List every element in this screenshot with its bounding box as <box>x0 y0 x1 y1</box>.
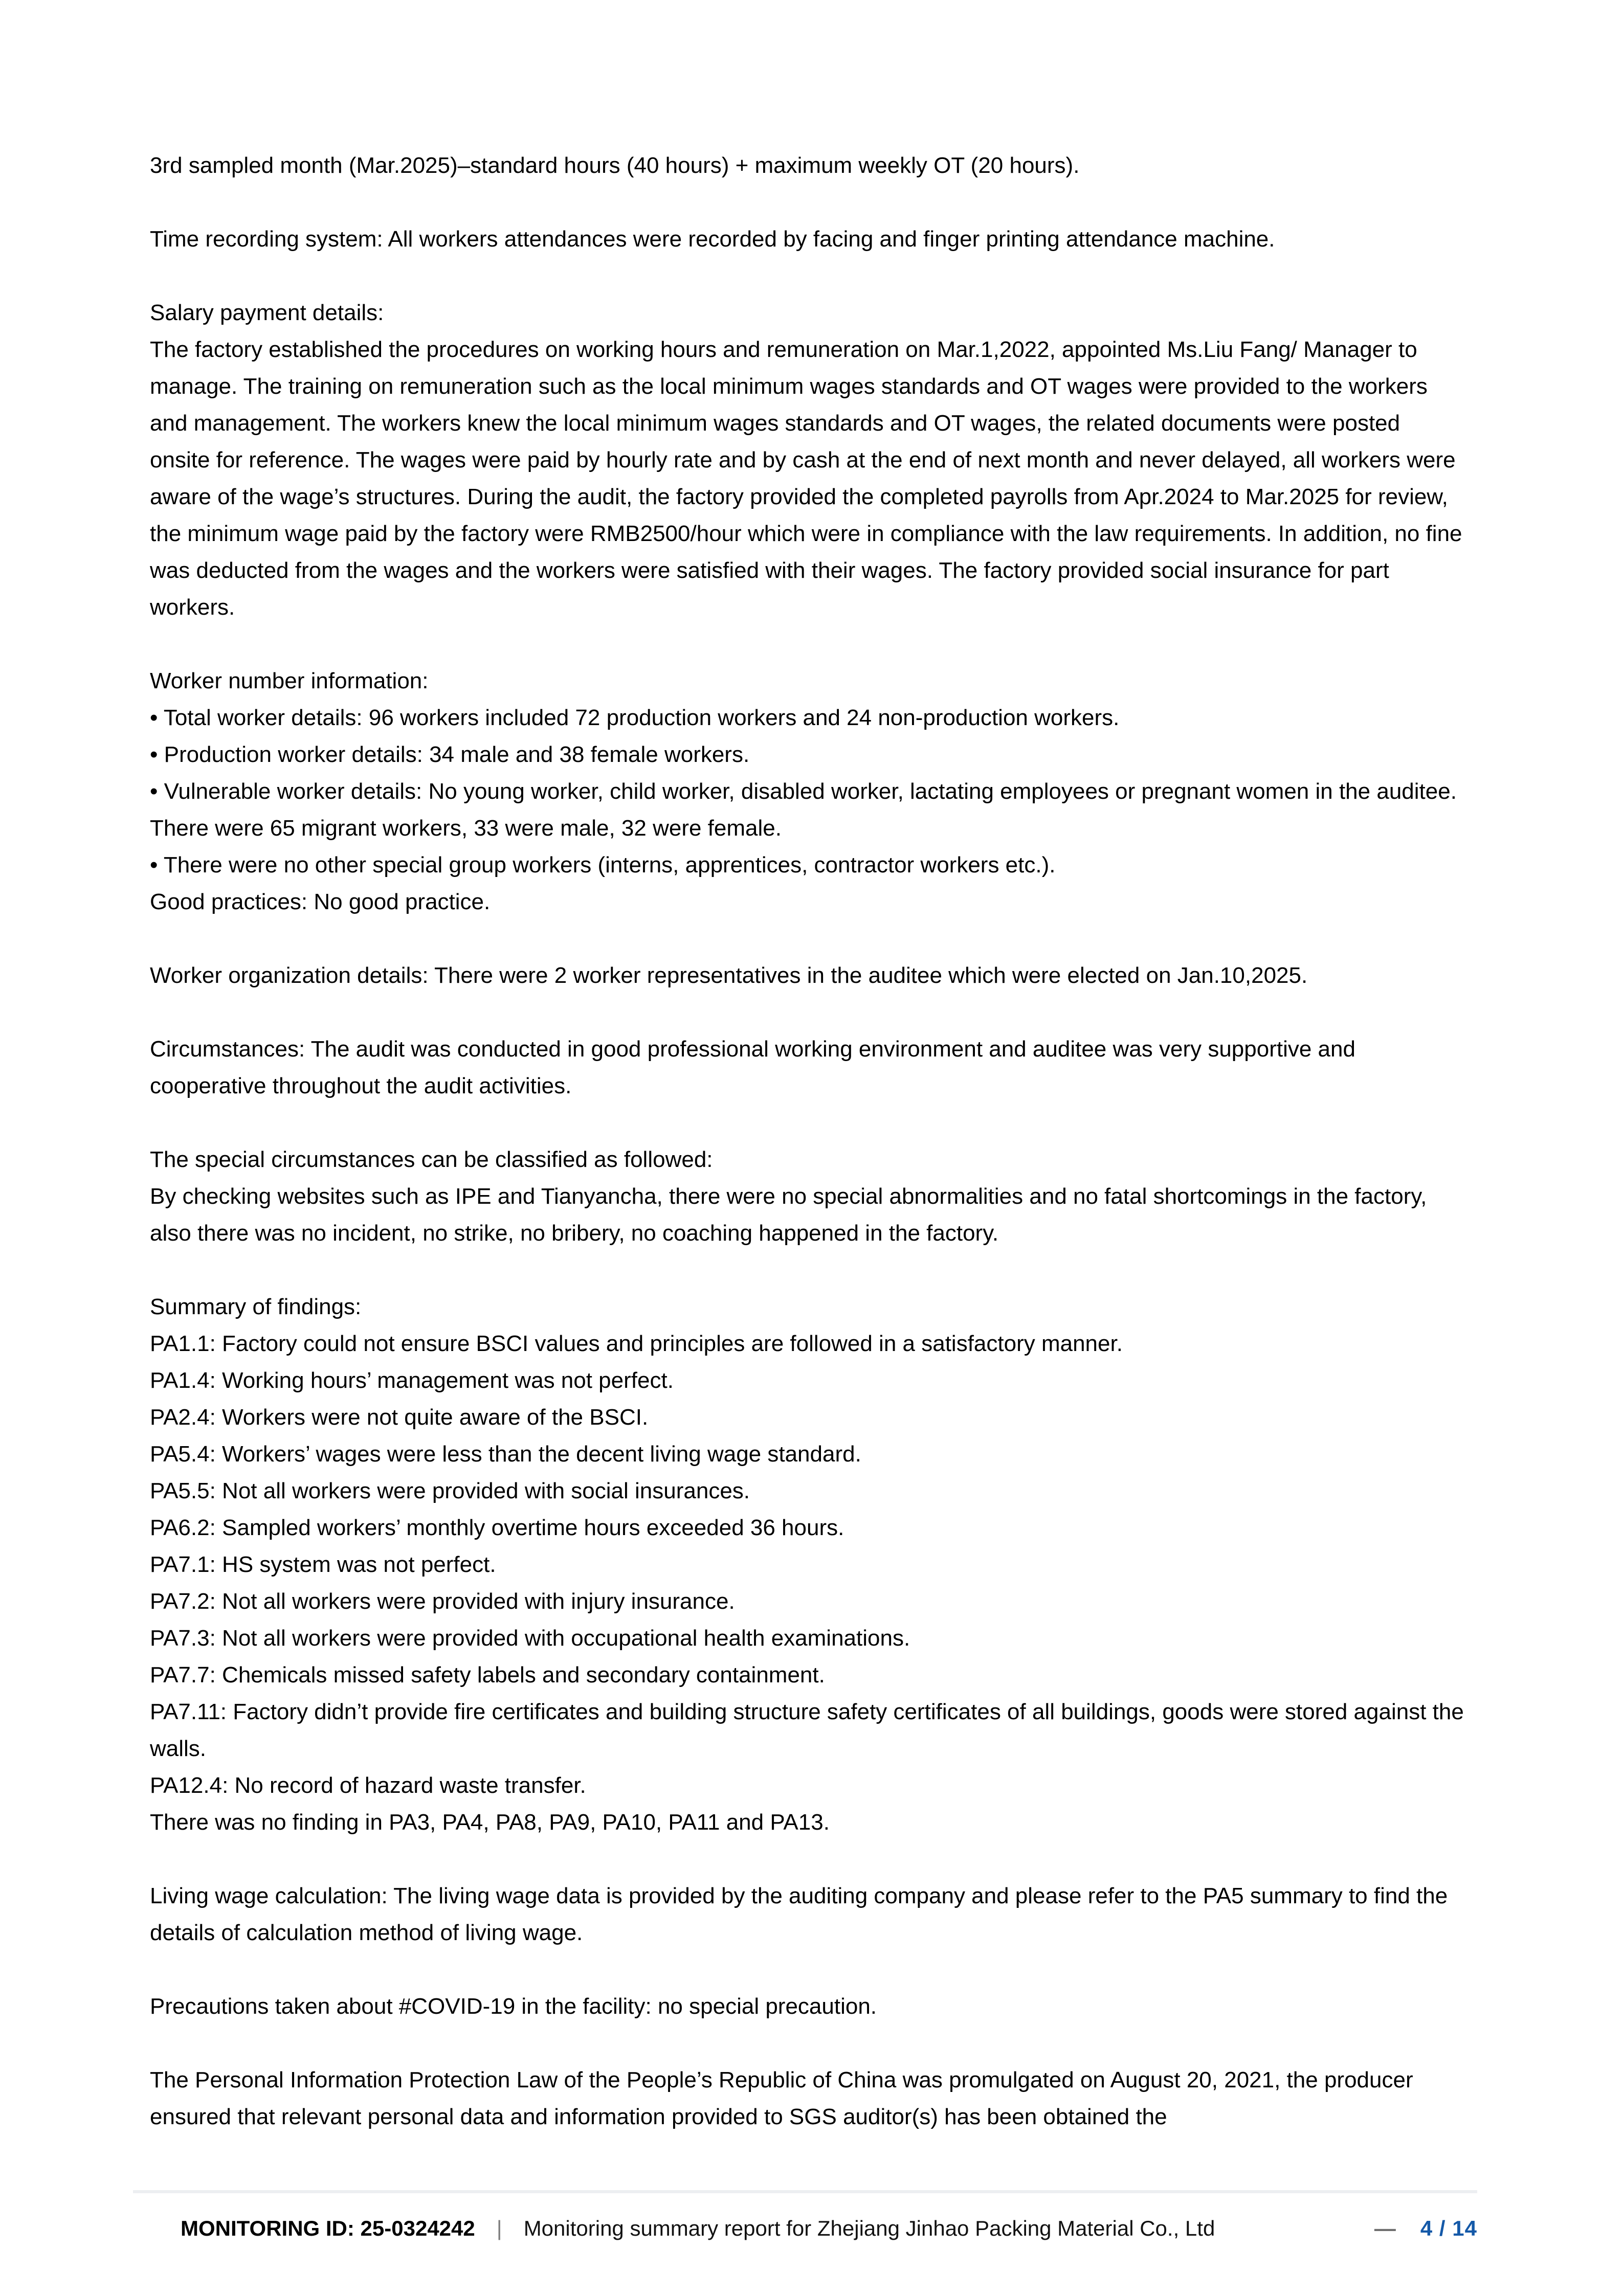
text-line: • There were no other special group workers (interns, apprentices, contractor workers etc.). <box>150 852 1056 877</box>
paragraph-block <box>150 295 1464 626</box>
footer-dash: — <box>1374 2216 1396 2240</box>
text-line: PA5.5: Not all workers were provided with social insurances. <box>150 1478 750 1503</box>
text-line: Circumstances: The audit was conducted in good professional working environment and auditee was very supportive and cooperative throughout the audit activities. <box>150 1037 1355 1098</box>
text-line: PA1.4: Working hours’ management was not perfect. <box>150 1368 674 1393</box>
text-line: Living wage calculation: The living wage data is provided by the auditing company and please refer to the PA5 summary to find the details of calculation method of living wage. <box>150 1883 1448 1945</box>
document-body <box>150 147 1464 2172</box>
text-line: PA12.4: No record of hazard waste transfer. <box>150 1773 586 1798</box>
text-line: • Total worker details: 96 workers included 72 production workers and 24 non-production workers. <box>150 705 1120 730</box>
text-line: Worker organization details: There were 2 worker representatives in the auditee which were elected on Jan.10,2025. <box>150 963 1308 988</box>
paragraph-block <box>150 1878 1464 1951</box>
text-line: Worker number information: <box>150 668 429 693</box>
paragraph-block <box>150 957 1464 994</box>
text-line: Time recording system: All workers attendances were recorded by facing and finger printing attendance machine. <box>150 227 1275 252</box>
paragraph-block <box>150 1289 1464 1841</box>
text-line: PA1.1: Factory could not ensure BSCI values and principles are followed in a satisfactory manner. <box>150 1331 1123 1356</box>
text-line: PA7.1: HS system was not perfect. <box>150 1552 496 1577</box>
text-line: PA7.11: Factory didn’t provide fire certificates and building structure safety certificates of all buildings, goods were stored against the walls. <box>150 1699 1464 1761</box>
paragraph-block <box>150 1141 1464 1252</box>
paragraph-block <box>150 663 1464 920</box>
text-line: Good practices: No good practice. <box>150 889 491 914</box>
text-line: PA7.7: Chemicals missed safety labels and secondary containment. <box>150 1662 825 1687</box>
text-line: Summary of findings: <box>150 1294 362 1319</box>
report-title: Monitoring summary report for Zhejiang Jinhao Packing Material Co., Ltd <box>523 2216 1215 2240</box>
text-line: The factory established the procedures on working hours and remuneration on Mar.1,2022, appointed Ms.Liu Fang/ Manager to manage. The training on remuneration such as the local minimum wages standards and OT wages were provided to the workers and management. The workers knew the local minimum wages standards and OT wages, the related documents were posted onsite for reference. The wages were paid by hourly rate and by cash at the end of next month and never delayed, all workers were aware of the wage’s structures. During the audit, the factory provided the completed payrolls from Apr.2024 to Mar.2025 for review, the minimum wage paid by the factory were RMB2500/hour which were in compliance with the law requirements. In addition, no fine was deducted from the wages and the workers were satisfied with their wages. The factory provided social insurance for part workers. <box>150 337 1462 620</box>
page-footer <box>181 2214 1477 2243</box>
text-line: PA2.4: Workers were not quite aware of the BSCI. <box>150 1405 649 1430</box>
text-line: PA5.4: Workers’ wages were less than the decent living wage standard. <box>150 1442 861 1467</box>
text-line: The special circumstances can be classified as followed: <box>150 1147 713 1172</box>
page-number: 4 / 14 <box>1420 2216 1477 2240</box>
text-line: There was no finding in PA3, PA4, PA8, PA9, PA10, PA11 and PA13. <box>150 1810 830 1835</box>
text-line: By checking websites such as IPE and Tianyancha, there were no special abnormalities and no fatal shortcomings in the factory, also there was no incident, no strike, no bribery, no coaching happened in the factory. <box>150 1184 1427 1246</box>
text-line: Precautions taken about #COVID-19 in the facility: no special precaution. <box>150 1994 877 2019</box>
monitoring-id: MONITORING ID: 25-0324242 <box>181 2216 475 2240</box>
text-line: PA7.2: Not all workers were provided with injury insurance. <box>150 1589 735 1614</box>
paragraph-block <box>150 2062 1464 2135</box>
text-line: PA7.3: Not all workers were provided with occupational health examinations. <box>150 1626 910 1651</box>
paragraph-block <box>150 221 1464 258</box>
text-line: 3rd sampled month (Mar.2025)–standard hours (40 hours) + maximum weekly OT (20 hours). <box>150 153 1080 178</box>
text-line: • Production worker details: 34 male and 38 female workers. <box>150 742 750 767</box>
paragraph-block <box>150 1031 1464 1105</box>
text-line: The Personal Information Protection Law of the People’s Republic of China was promulgated on August 20, 2021, the producer ensured that relevant personal data and information provided to SGS auditor(s) has been obtained the <box>150 2067 1413 2129</box>
footer-separator: | <box>496 2216 502 2240</box>
paragraph-block <box>150 147 1464 184</box>
text-line: Salary payment details: <box>150 300 384 325</box>
paragraph-block <box>150 1988 1464 2025</box>
text-line: • Vulnerable worker details: No young worker, child worker, disabled worker, lactating employees or pregnant women in the auditee. There were 65 migrant workers, 33 were male, 32 were female. <box>150 779 1457 841</box>
footer-divider <box>133 2190 1477 2193</box>
text-line: PA6.2: Sampled workers’ monthly overtime hours exceeded 36 hours. <box>150 1515 844 1540</box>
